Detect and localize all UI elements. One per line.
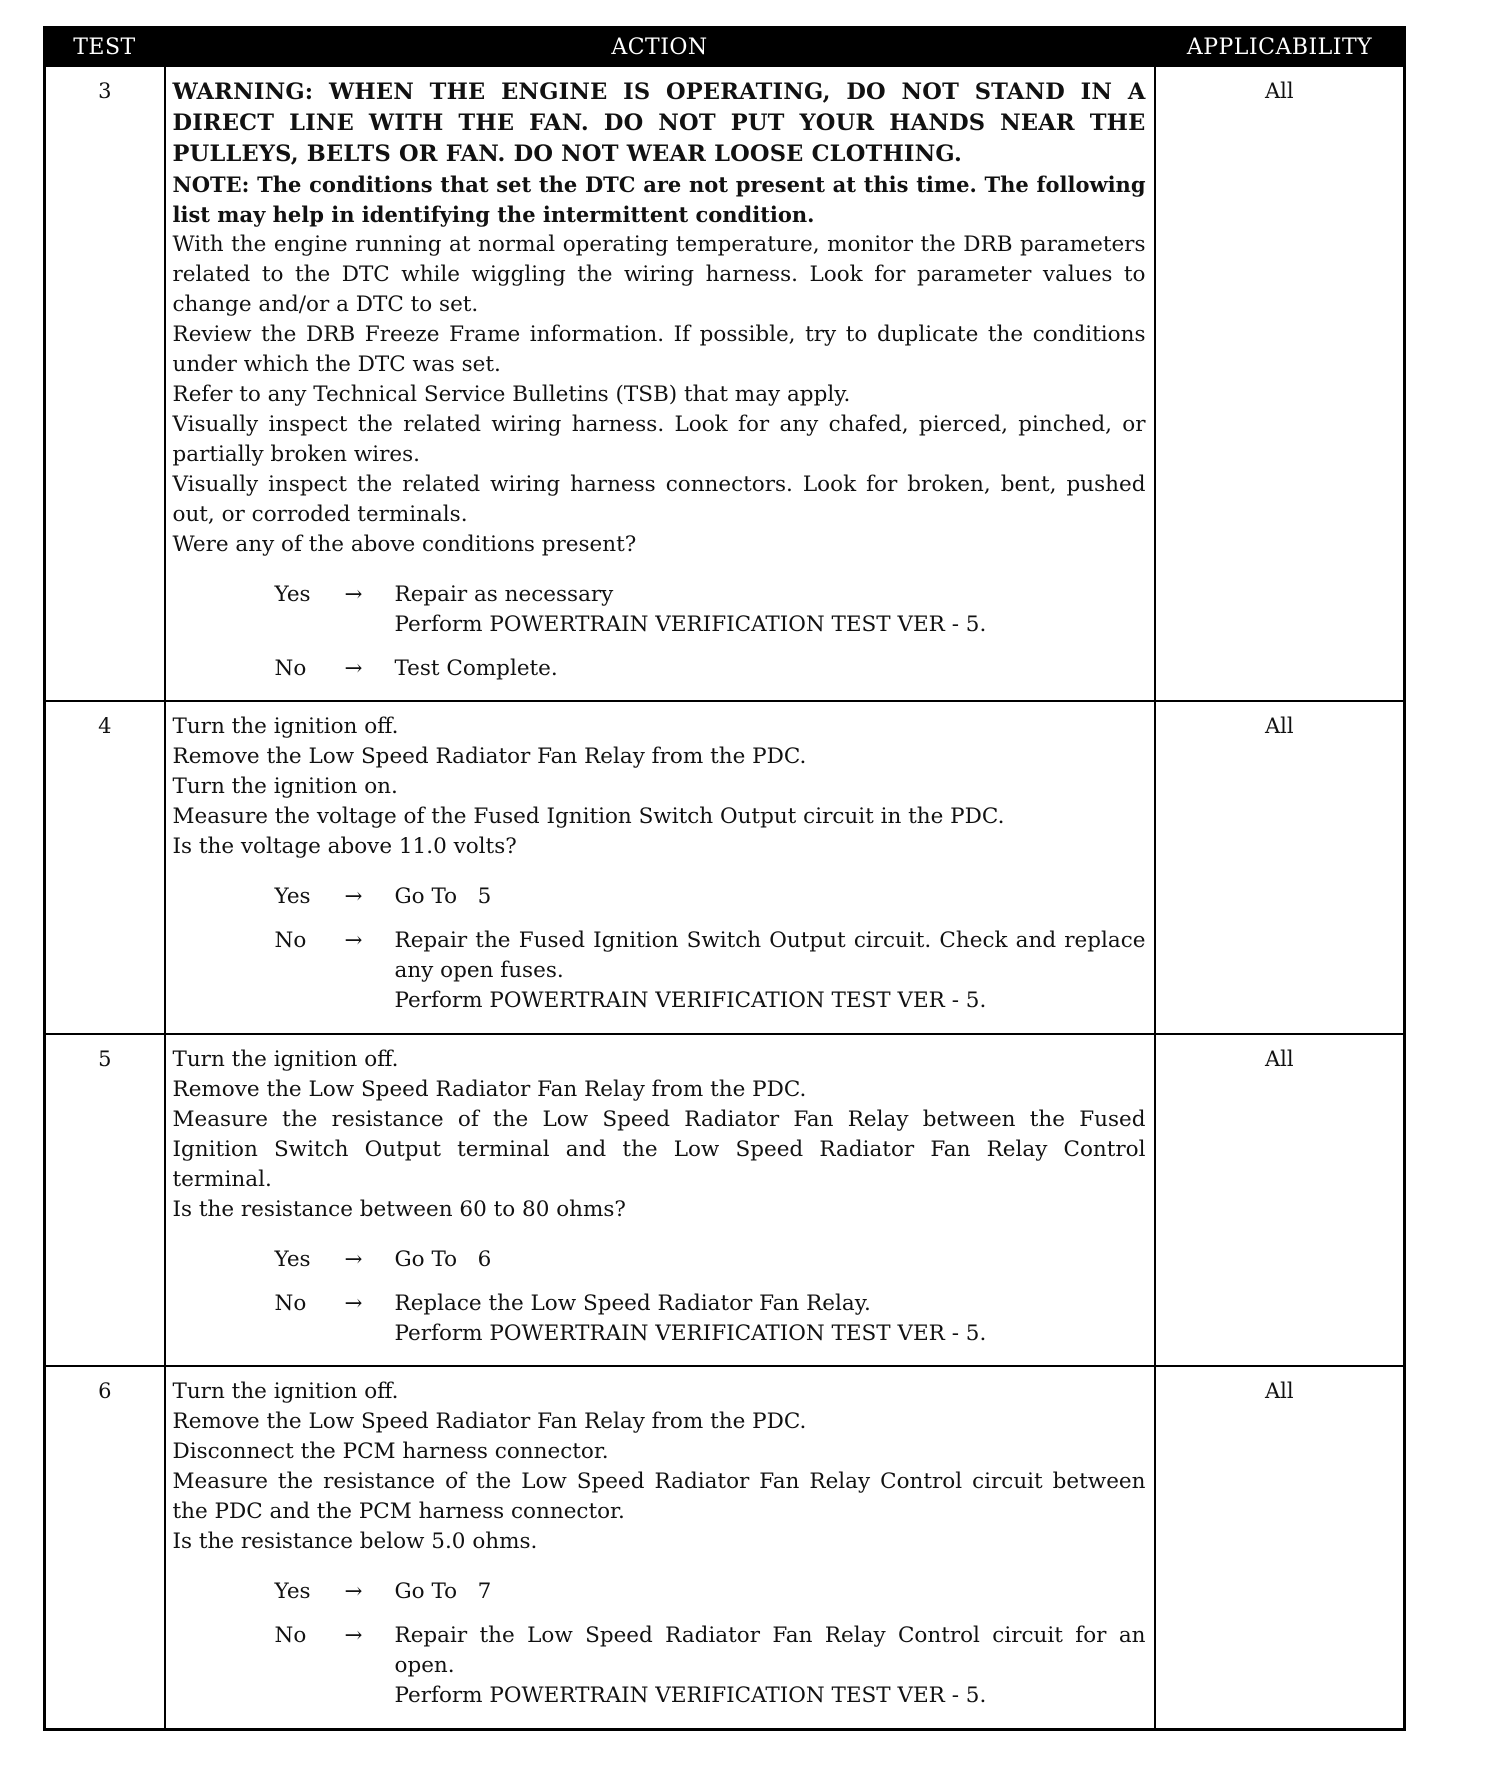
action-line: Turn the ignition off. xyxy=(172,1047,399,1072)
yes-response xyxy=(173,1245,1146,1275)
arrow-icon: → xyxy=(344,884,363,909)
test-number: 4 xyxy=(45,701,165,1034)
action-line: Visually inspect the related wiring harness. Look for any chafed, pierced, pinched, or partially broken wires. xyxy=(172,412,1146,467)
outcome-line: Repair the Fused Ignition Switch Output circuit. Check and replace any open fuses. xyxy=(394,928,1146,983)
test-row xyxy=(45,66,1405,701)
arrow-icon: → xyxy=(344,1247,363,1272)
no-response xyxy=(173,654,1146,684)
action-line: Refer to any Technical Service Bulletins (TSB) that may apply. xyxy=(172,382,851,407)
action-line: Remove the Low Speed Radiator Fan Relay from the PDC. xyxy=(172,1077,807,1102)
answer-yes: Yes xyxy=(274,1247,311,1272)
applicability-value: All xyxy=(1155,66,1405,701)
test-row xyxy=(45,1366,1405,1729)
question-line: Is the voltage above 11.0 volts? xyxy=(172,834,517,859)
outcome-line: Test Complete. xyxy=(394,656,558,681)
table-header-row xyxy=(45,28,1405,67)
action-line: Remove the Low Speed Radiator Fan Relay from the PDC. xyxy=(172,1409,807,1434)
outcome-line: Perform POWERTRAIN VERIFICATION TEST VER - 5. xyxy=(394,612,987,637)
test-row xyxy=(45,701,1405,1034)
answer-no: No xyxy=(274,928,307,953)
no-response xyxy=(173,926,1146,1016)
action-line: Disconnect the PCM harness connector. xyxy=(172,1439,609,1464)
outcome-line: Perform POWERTRAIN VERIFICATION TEST VER - 5. xyxy=(394,988,987,1013)
action-cell xyxy=(165,1034,1155,1366)
response-outcome xyxy=(395,882,1146,912)
outcome-line: Go To 7 xyxy=(394,1579,492,1604)
response-outcome xyxy=(395,1577,1146,1607)
warning-text: WARNING: WHEN THE ENGINE IS OPERATING, DO NOT STAND IN A DIRECT LINE WITH THE FAN. DO NOT PUT YOUR HANDS NEAR THE PULLEYS, BELTS OR FAN. DO NOT WEAR LOOSE CLOTHING. xyxy=(172,79,1146,167)
action-line: Turn the ignition off. xyxy=(172,714,399,739)
test-number: 5 xyxy=(45,1034,165,1366)
arrow-icon: → xyxy=(344,582,363,607)
outcome-line: Perform POWERTRAIN VERIFICATION TEST VER - 5. xyxy=(394,1683,987,1708)
action-line: Turn the ignition on. xyxy=(172,774,398,799)
outcome-line: Perform POWERTRAIN VERIFICATION TEST VER - 5. xyxy=(394,1321,987,1346)
arrow-icon: → xyxy=(344,1291,363,1316)
answer-yes: Yes xyxy=(274,884,311,909)
applicability-value: All xyxy=(1155,701,1405,1034)
arrow-icon: → xyxy=(344,928,363,953)
response-outcome xyxy=(395,926,1146,1016)
outcome-line: Go To 5 xyxy=(394,884,492,909)
answer-no: No xyxy=(274,1623,307,1648)
question-line: Were any of the above conditions present? xyxy=(172,532,637,557)
action-cell xyxy=(165,66,1155,701)
action-cell xyxy=(165,1366,1155,1729)
no-response xyxy=(173,1289,1146,1349)
header-applicability: APPLICABILITY xyxy=(1155,28,1405,67)
outcome-line: Replace the Low Speed Radiator Fan Relay. xyxy=(394,1291,871,1316)
outcome-line: Go To 6 xyxy=(394,1247,492,1272)
action-cell xyxy=(165,701,1155,1034)
response-outcome xyxy=(395,580,1146,640)
applicability-value: All xyxy=(1155,1366,1405,1729)
answer-yes: Yes xyxy=(274,582,311,607)
action-line: Remove the Low Speed Radiator Fan Relay from the PDC. xyxy=(172,744,807,769)
header-test: TEST xyxy=(45,28,165,67)
action-line: With the engine running at normal operating temperature, monitor the DRB parameters related to the DTC while wiggling the wiring harness. Look for parameter values to change and/or a DTC to set. xyxy=(172,232,1146,317)
arrow-icon: → xyxy=(344,656,363,681)
action-line: Review the DRB Freeze Frame information. If possible, try to duplicate the conditions under which the DTC was set. xyxy=(172,322,1146,377)
arrow-icon: → xyxy=(344,1579,363,1604)
outcome-line: Repair as necessary xyxy=(394,582,614,607)
action-line: Turn the ignition off. xyxy=(172,1379,399,1404)
action-line: Measure the resistance of the Low Speed Radiator Fan Relay Control circuit between the PDC and the PCM harness connector. xyxy=(172,1469,1146,1524)
yes-response xyxy=(173,1577,1146,1607)
action-line: Measure the resistance of the Low Speed Radiator Fan Relay between the Fused Ignition Switch Output terminal and the Low Speed Radiator Fan Relay Control terminal. xyxy=(172,1107,1146,1192)
response-outcome xyxy=(395,1289,1146,1349)
diagnostic-page xyxy=(43,26,1403,1731)
response-outcome xyxy=(395,654,1146,684)
response-outcome xyxy=(395,1621,1146,1711)
answer-no: No xyxy=(274,1291,307,1316)
outcome-line: Repair the Low Speed Radiator Fan Relay Control circuit for an open. xyxy=(394,1623,1146,1678)
no-response xyxy=(173,1621,1146,1711)
test-number: 6 xyxy=(45,1366,165,1729)
header-action: ACTION xyxy=(165,28,1155,67)
question-line: Is the resistance below 5.0 ohms. xyxy=(172,1529,538,1554)
answer-no: No xyxy=(274,656,307,681)
response-outcome xyxy=(395,1245,1146,1275)
yes-response xyxy=(173,580,1146,640)
arrow-icon: → xyxy=(344,1623,363,1648)
question-line: Is the resistance between 60 to 80 ohms? xyxy=(172,1197,626,1222)
yes-response xyxy=(173,882,1146,912)
test-row xyxy=(45,1034,1405,1366)
action-line: Measure the voltage of the Fused Ignition Switch Output circuit in the PDC. xyxy=(172,804,1005,829)
answer-yes: Yes xyxy=(274,1579,311,1604)
test-number: 3 xyxy=(45,66,165,701)
diagnostic-test-table xyxy=(43,26,1406,1731)
applicability-value: All xyxy=(1155,1034,1405,1366)
note-text: NOTE: The conditions that set the DTC are not present at this time. The following list may help in identifying the intermittent condition. xyxy=(172,172,1146,227)
action-line: Visually inspect the related wiring harness connectors. Look for broken, bent, pushed out, or corroded terminals. xyxy=(172,472,1146,527)
